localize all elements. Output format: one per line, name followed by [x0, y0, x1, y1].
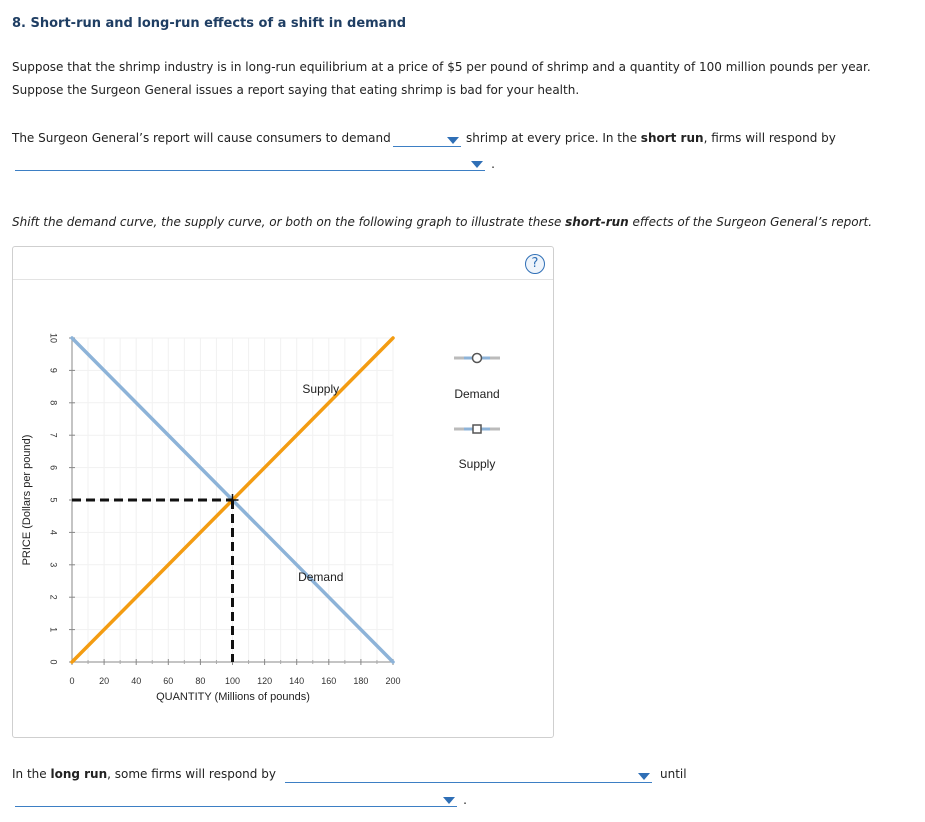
x-tick-label: 20 — [99, 676, 110, 686]
square-marker-icon — [473, 425, 481, 433]
x-tick-label: 140 — [289, 676, 305, 686]
y-tick-label: 5 — [48, 497, 59, 503]
x-tick-label: 160 — [321, 676, 337, 686]
help-icon[interactable]: ? — [525, 254, 545, 274]
x-tick-label: 120 — [257, 676, 273, 686]
until-text: until — [660, 767, 687, 781]
y-tick-label: 2 — [48, 594, 59, 600]
legend-supply-tool[interactable] — [454, 425, 500, 433]
chevron-down-icon — [638, 773, 650, 780]
scenario-text-2: Suppose the Surgeon General issues a report saying that eating shrimp is bad for your health. — [12, 83, 580, 97]
question-title: 8. Short-run and long-run effects of a shift in demand — [12, 16, 407, 31]
y-tick-label: 4 — [48, 529, 59, 535]
legend-demand-label: Demand — [454, 387, 500, 401]
y-tick-label: 9 — [48, 367, 59, 373]
supply-curve-label: Supply — [302, 382, 340, 397]
legend-demand-tool[interactable] — [454, 354, 500, 363]
circle-marker-icon — [473, 354, 482, 363]
x-axis-label: QUANTITY (Millions of pounds) — [156, 691, 310, 703]
x-tick-label: 100 — [224, 676, 241, 686]
x-tick-label: 0 — [69, 676, 75, 686]
y-tick-label: 6 — [48, 465, 59, 471]
y-tick-label: 1 — [48, 627, 59, 633]
x-tick-label: 40 — [131, 676, 142, 686]
long-run-response-dropdown[interactable] — [285, 766, 652, 783]
scenario-text-1: Suppose that the shrimp industry is in long-run equilibrium at a price of $5 per pound of shrimp and a quantity of 100 million pounds per year. — [12, 60, 871, 74]
x-tick-label: 60 — [163, 676, 174, 686]
x-tick-label: 80 — [195, 676, 206, 686]
x-tick-label: 180 — [353, 676, 369, 686]
short-run-question-text: shrimp at every price. In the short run, firms will respond by — [466, 131, 836, 145]
y-axis-label: PRICE (Dollars per pound) — [21, 434, 33, 566]
long-run-question-text: In the long run, some firms will respond by — [12, 767, 276, 781]
y-tick-label: 8 — [48, 400, 59, 406]
y-tick-label: 0 — [48, 659, 59, 665]
y-tick-label: 10 — [48, 332, 59, 344]
y-tick-label: 3 — [48, 562, 59, 568]
long-run-duration-dropdown[interactable]: . — [15, 790, 457, 807]
demand-question-text: The Surgeon General’s report will cause consumers to demand — [12, 131, 391, 145]
short-run-response-dropdown[interactable]: . — [15, 154, 485, 171]
graph-instruction: Shift the demand curve, the supply curve, or both on the following graph to illustrate these short-run effects of the Surgeon General’s report. — [12, 215, 873, 229]
x-tick-label: 200 — [385, 676, 401, 686]
legend-supply-label: Supply — [458, 457, 496, 471]
demand-curve-label: Demand — [298, 570, 344, 584]
chevron-down-icon — [443, 797, 455, 804]
y-tick-label: 7 — [48, 432, 59, 438]
